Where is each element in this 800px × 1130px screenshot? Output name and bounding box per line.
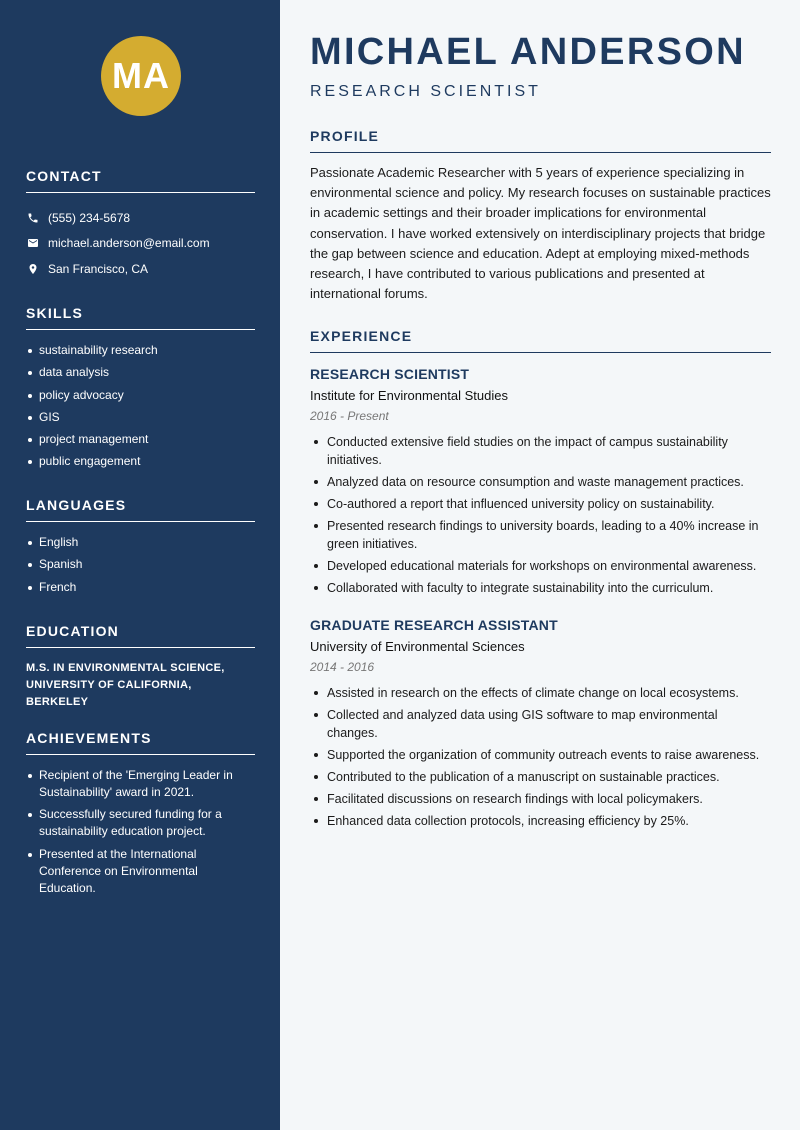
job-bullet: Collaborated with faculty to integrate sustainability into the curriculum. xyxy=(310,579,771,597)
contact-location xyxy=(26,256,255,282)
contact-section xyxy=(26,168,255,282)
contact-email-text[interactable]: michael.anderson@email.com xyxy=(48,236,210,251)
achievements-heading: ACHIEVEMENTS xyxy=(26,730,255,755)
job-organization: Institute for Environmental Studies xyxy=(310,388,508,403)
language-item: French xyxy=(26,579,255,596)
language-item: Spanish xyxy=(26,556,255,573)
contact-phone xyxy=(26,205,255,231)
contact-location-text: San Francisco, CA xyxy=(48,261,149,276)
education-heading: EDUCATION xyxy=(26,623,255,648)
language-item: English xyxy=(26,534,255,551)
job-role: GRADUATE RESEARCH ASSISTANT xyxy=(310,617,558,633)
job-bullet: Contributed to the publication of a manuscript on sustainable practices. xyxy=(310,768,771,786)
achievement-item: Presented at the International Conference on Environmental Education. xyxy=(26,846,255,897)
job-bullet: Conducted extensive field studies on the impact of campus sustainability initiatives. xyxy=(310,433,771,469)
sidebar xyxy=(0,0,280,1130)
job-bullet: Supported the organization of community outreach events to raise awareness. xyxy=(310,746,771,764)
contact-email xyxy=(26,231,255,257)
skill-item: policy advocacy xyxy=(26,387,255,404)
education-school: UNIVERSITY OF CALIFORNIA, BERKELEY xyxy=(26,679,192,708)
job-role: RESEARCH SCIENTIST xyxy=(310,366,470,382)
profile-text: Passionate Academic Researcher with 5 years of experience specializing in environmental science and policy. My research focuses on sustainable practices in academic settings and their broader implications for environmental conservation. I have worked extensively on interdisciplinary projects that bridge the gap between science and education. Adept at employing mixed-methods research, I have contributed to various publications and presented at international forums. xyxy=(310,165,771,302)
contact-heading: CONTACT xyxy=(26,168,255,193)
phone-icon xyxy=(26,211,40,225)
skill-item: sustainability research xyxy=(26,342,255,359)
location-pin-icon xyxy=(26,262,40,276)
job-entry xyxy=(310,366,771,601)
job-organization: University of Environmental Sciences xyxy=(310,639,525,654)
avatar: MA xyxy=(101,36,181,116)
skills-list xyxy=(26,342,255,470)
achievement-item: Recipient of the 'Emerging Leader in Sustainability' award in 2021. xyxy=(26,767,255,801)
job-bullet: Presented research findings to university boards, leading to a 40% increase in green initiatives. xyxy=(310,517,771,553)
job-bullet: Facilitated discussions on research findings with local policymakers. xyxy=(310,790,771,808)
job-bullet: Analyzed data on resource consumption and waste management practices. xyxy=(310,473,771,491)
job-dates: 2014 - 2016 xyxy=(310,660,375,674)
skill-item: GIS xyxy=(26,409,255,426)
job-dates: 2016 - Present xyxy=(310,409,389,423)
job-bullets xyxy=(310,433,771,597)
candidate-name: MICHAEL ANDERSON xyxy=(310,31,746,73)
skills-section xyxy=(26,305,255,476)
languages-heading: LANGUAGES xyxy=(26,497,255,522)
job-bullet: Developed educational materials for workshops on environmental awareness. xyxy=(310,557,771,575)
job-entry xyxy=(310,617,771,834)
skill-item: project management xyxy=(26,431,255,448)
skill-item: public engagement xyxy=(26,453,255,470)
profile-section xyxy=(310,128,771,304)
achievements-section xyxy=(26,730,255,902)
job-bullet: Enhanced data collection protocols, increasing efficiency by 25%. xyxy=(310,812,771,830)
achievement-item: Successfully secured funding for a sustainability education project. xyxy=(26,806,255,840)
experience-heading: EXPERIENCE xyxy=(310,328,771,353)
job-bullet: Collected and analyzed data using GIS software to map environmental changes. xyxy=(310,706,771,742)
languages-section xyxy=(26,497,255,601)
skill-item: data analysis xyxy=(26,364,255,381)
experience-section xyxy=(310,328,771,353)
job-bullets xyxy=(310,684,771,830)
mail-icon xyxy=(26,236,40,250)
profile-heading: PROFILE xyxy=(310,128,771,153)
contact-phone-text[interactable]: (555) 234-5678 xyxy=(48,210,131,225)
education-degree: M.S. IN ENVIRONMENTAL SCIENCE, xyxy=(26,662,225,674)
skills-heading: SKILLS xyxy=(26,305,255,330)
languages-list xyxy=(26,534,255,596)
job-bullet: Co-authored a report that influenced university policy on sustainability. xyxy=(310,495,771,513)
job-bullet: Assisted in research on the effects of climate change on local ecosystems. xyxy=(310,684,771,702)
education-section xyxy=(26,623,255,711)
candidate-title: RESEARCH SCIENTIST xyxy=(310,83,541,100)
achievements-list xyxy=(26,767,255,897)
